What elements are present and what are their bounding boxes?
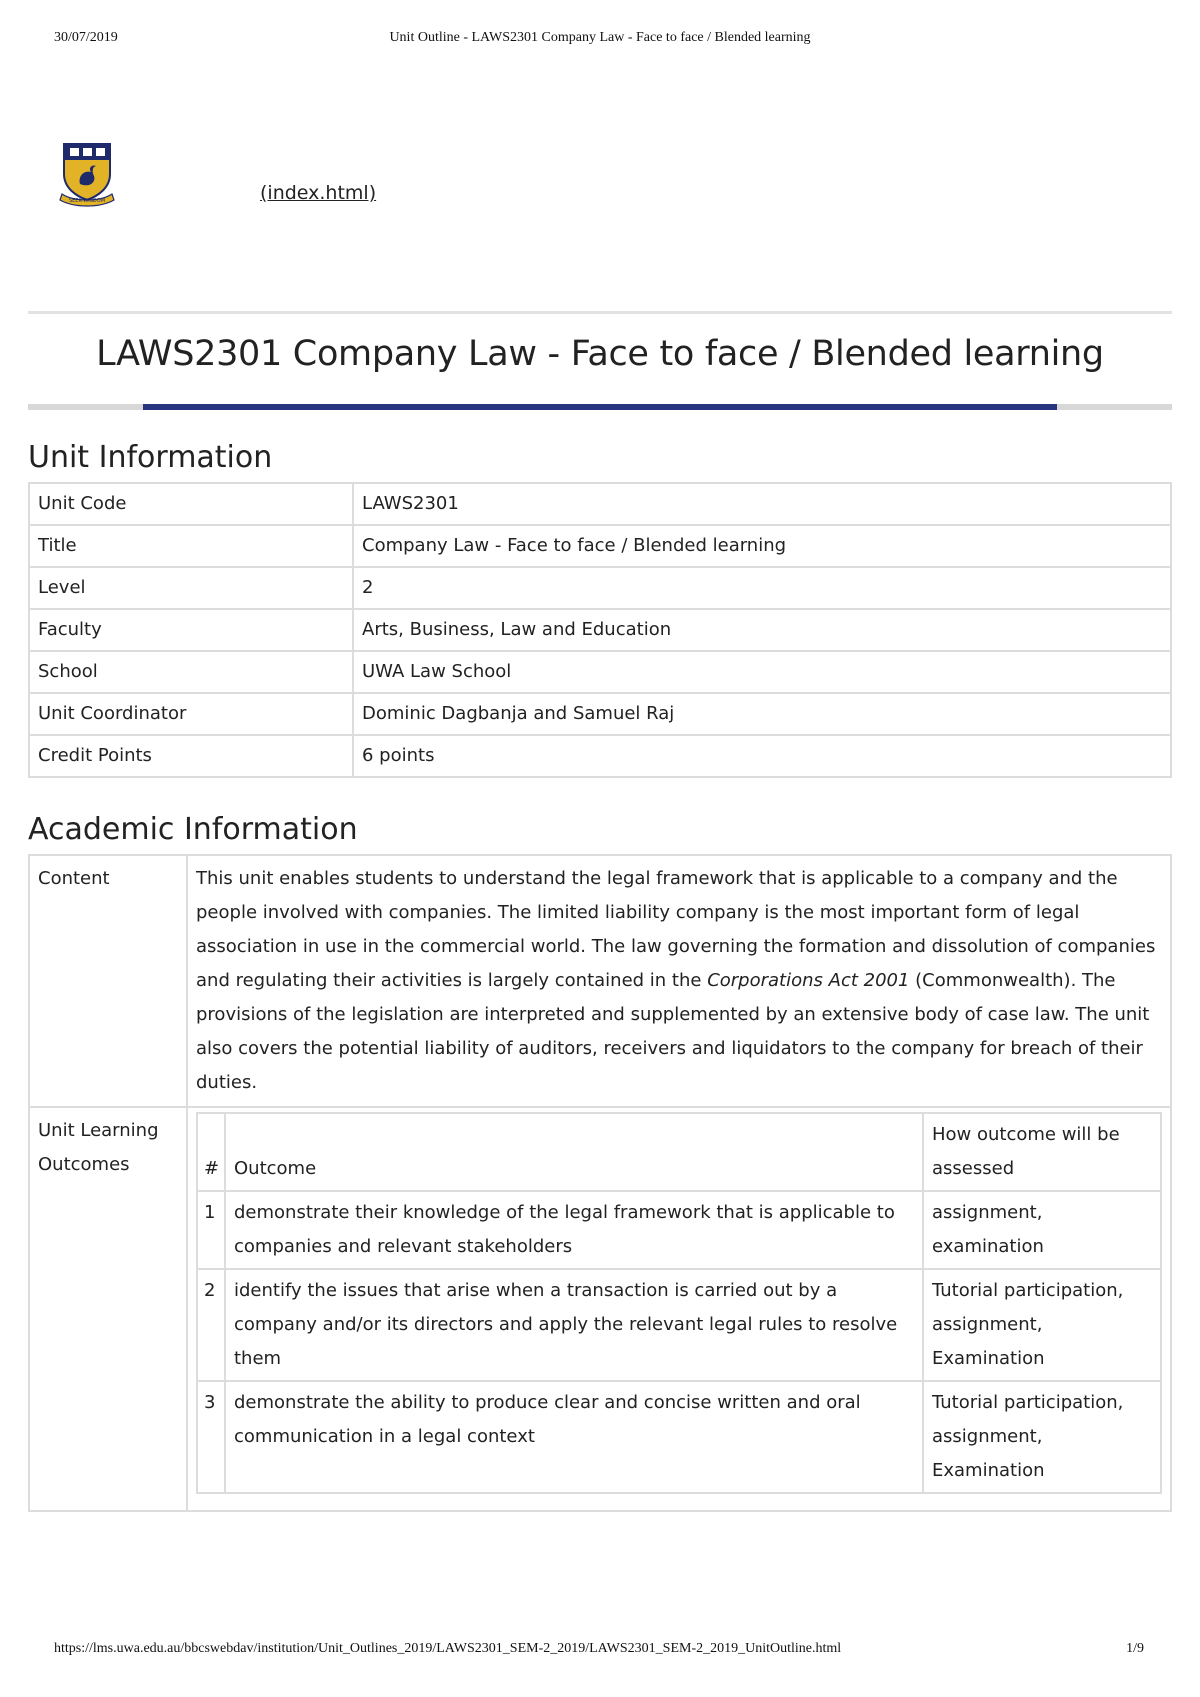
- print-url: https://lms.uwa.edu.au/bbcswebdav/institution/Unit_Outlines_2019/LAWS2301_SEM-2_2019/LAWS2301_SEM-2_2019_UnitOutline.html: [54, 1641, 842, 1656]
- outcome-text: demonstrate their knowledge of the legal framework that is applicable to companies and relevant stakeholders: [226, 1192, 922, 1268]
- learning-outcomes-row: [30, 1108, 1170, 1510]
- outcome-assessment: Tutorial participation, assignment, Examination: [924, 1270, 1160, 1380]
- academic-information-heading: Academic Information: [28, 812, 358, 847]
- info-value: Arts, Business, Law and Education: [354, 610, 1170, 650]
- info-value: 6 points: [354, 736, 1170, 776]
- content-label: Content: [30, 856, 186, 1106]
- learning-outcomes-cell: [188, 1108, 1170, 1510]
- table-row: [30, 694, 1170, 734]
- print-date: 30/07/2019: [54, 30, 118, 45]
- table-row: [30, 610, 1170, 650]
- outcome-row: [198, 1382, 1160, 1492]
- outcome-text: identify the issues that arise when a transaction is carried out by a company and/or its directors and apply the relevant legal rules to resolve them: [226, 1270, 922, 1380]
- content-text-end: (Commonwealth). The provisions of the legislation are interpreted and supplemented by an extensive body of case law. The unit also covers the potential liability of auditors, receivers and liquidators to the company for breach of their duties.: [196, 970, 1150, 1093]
- info-label: Title: [30, 526, 352, 566]
- outcome-header: Outcome: [226, 1114, 922, 1190]
- outcomes-header-row: [198, 1114, 1160, 1190]
- table-row: [30, 568, 1170, 608]
- info-label: Level: [30, 568, 352, 608]
- assessment-header: How outcome will be assessed: [924, 1114, 1160, 1190]
- learning-outcomes-table: [196, 1112, 1162, 1494]
- table-row: [30, 652, 1170, 692]
- outcome-number: 2: [198, 1270, 224, 1380]
- outcome-text: demonstrate the ability to produce clear and concise written and oral communication in a legal context: [226, 1382, 922, 1492]
- info-label: Credit Points: [30, 736, 352, 776]
- table-row: [30, 736, 1170, 776]
- info-label: Unit Code: [30, 484, 352, 524]
- info-value: LAWS2301: [354, 484, 1170, 524]
- info-value: Dominic Dagbanja and Samuel Raj: [354, 694, 1170, 734]
- print-header: [0, 30, 1200, 52]
- info-value: UWA Law School: [354, 652, 1170, 692]
- print-footer: [0, 1641, 1200, 1663]
- outcome-assessment: Tutorial participation, assignment, Examination: [924, 1382, 1160, 1492]
- page-number: 1/9: [1126, 1641, 1144, 1656]
- info-label: Unit Coordinator: [30, 694, 352, 734]
- content-text-start: This unit enables students to understand the legal framework that is applicable to a company and the people involved with companies. The limited liability company is the most important form of legal association in use in the commercial world. The law governing the formation and dissolution of companies and regulating their activities is largely contained in the: [196, 868, 1156, 991]
- print-document-title: Unit Outline - LAWS2301 Company Law - Face to face / Blended learning: [389, 30, 811, 45]
- outcome-number: 1: [198, 1192, 224, 1268]
- learning-outcomes-label: Unit Learning Outcomes: [30, 1108, 186, 1510]
- info-value: 2: [354, 568, 1170, 608]
- outcome-row: [198, 1192, 1160, 1268]
- university-crest-icon[interactable]: [58, 140, 116, 208]
- table-row: [30, 484, 1170, 524]
- page-title: LAWS2301 Company Law - Face to face / Blended learning: [96, 334, 1104, 374]
- content-text: [188, 856, 1170, 1106]
- content-text-act: Corporations Act 2001: [707, 970, 910, 991]
- outcome-number-header: #: [198, 1114, 224, 1190]
- outcome-number: 3: [198, 1382, 224, 1492]
- unit-information-heading: Unit Information: [28, 440, 273, 475]
- home-index-link[interactable]: (index.html): [260, 182, 377, 204]
- info-label: Faculty: [30, 610, 352, 650]
- table-row: [30, 526, 1170, 566]
- content-row: [30, 856, 1170, 1106]
- info-value: Company Law - Face to face / Blended learning: [354, 526, 1170, 566]
- outcome-row: [198, 1270, 1160, 1380]
- unit-information-table: [28, 482, 1172, 778]
- title-accent-bar: [143, 404, 1057, 410]
- info-label: School: [30, 652, 352, 692]
- title-top-divider: [28, 311, 1172, 314]
- svg-text:SEEK WISDOM: SEEK WISDOM: [68, 198, 106, 204]
- academic-information-table: [28, 854, 1172, 1512]
- outcome-assessment: assignment, examination: [924, 1192, 1160, 1268]
